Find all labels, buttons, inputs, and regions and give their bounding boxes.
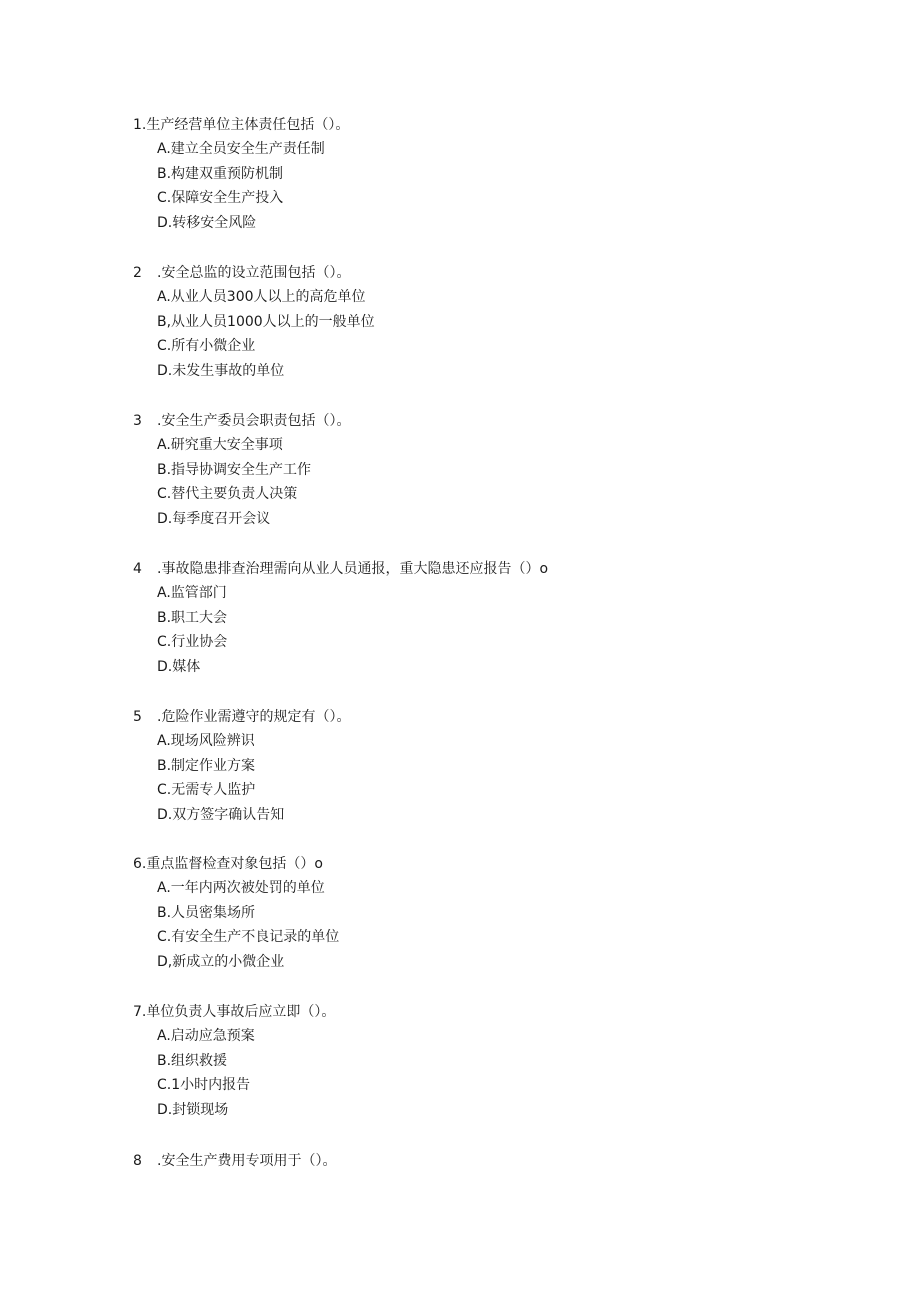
- question-number: 5: [133, 709, 142, 725]
- option-a: A.启动应急预案: [157, 1028, 255, 1044]
- question-stem: [133, 264, 833, 288]
- option-b: B.职工大会: [157, 609, 228, 626]
- question-number: 1.: [133, 117, 147, 133]
- question-2: [133, 264, 833, 386]
- option-d: D,新成立的小微企业: [157, 953, 285, 970]
- question-text: .危险作业需遵守的规定有（）。: [157, 709, 351, 725]
- option-c: C.1小时内报告: [157, 1077, 251, 1094]
- option-d: D.媒体: [157, 658, 201, 675]
- option-a: A.研究重大安全事项: [157, 437, 283, 453]
- option-d: D.未发生事故的单位: [157, 362, 285, 379]
- option-c: C.替代主要负责人决策: [157, 486, 298, 503]
- question-stem: [133, 1003, 833, 1027]
- question-number: 3: [133, 413, 142, 429]
- question-8: [133, 1152, 833, 1176]
- option-a: A.监管部门: [157, 585, 227, 601]
- option-b: B.制定作业方案: [157, 757, 256, 774]
- option-list: [157, 436, 833, 534]
- option-c: C.保障安全生产投入: [157, 190, 284, 207]
- option-b: B.构建双重预防机制: [157, 165, 284, 182]
- option-c: C.无需专人监护: [157, 782, 256, 799]
- question-stem: [133, 708, 833, 732]
- option-a: A.现场风险辨识: [157, 733, 255, 749]
- question-text: 生产经营单位主体责任包括（）。: [146, 117, 350, 133]
- question-stem: [133, 560, 833, 584]
- option-c: C.有安全生产不良记录的单位: [157, 929, 340, 946]
- option-a: A.一年内两次被处罚的单位: [157, 880, 325, 896]
- question-3: [133, 412, 833, 534]
- option-d: D.双方签字确认告知: [157, 806, 285, 823]
- question-4: [133, 560, 833, 682]
- question-text: 重点监督检查对象包括（）o: [146, 856, 323, 872]
- question-text: .安全生产费用专项用于（）。: [157, 1153, 337, 1169]
- question-number: 7.: [133, 1004, 147, 1020]
- option-b: B.组织救援: [157, 1052, 228, 1069]
- option-a: A.从业人员300人以上的高危单位: [157, 289, 366, 305]
- option-list: [157, 732, 833, 830]
- question-6: [133, 855, 833, 977]
- option-d: D.转移安全风险: [157, 214, 257, 231]
- question-stem: [133, 1152, 833, 1176]
- question-number: 6.: [133, 856, 147, 872]
- question-stem: [133, 412, 833, 436]
- question-number: 4: [133, 561, 142, 577]
- question-1: [133, 116, 833, 238]
- option-d: D.封锁现场: [157, 1101, 229, 1118]
- question-5: [133, 708, 833, 830]
- question-text: 单位负责人事故后应立即（）。: [146, 1004, 336, 1020]
- question-number: 8: [133, 1153, 142, 1169]
- question-number: 2: [133, 265, 142, 281]
- option-list: [157, 1027, 833, 1125]
- option-list: [157, 879, 833, 977]
- option-c: C.所有小微企业: [157, 338, 256, 355]
- option-list: [157, 288, 833, 386]
- question-7: [133, 1003, 833, 1125]
- option-list: [157, 584, 833, 682]
- option-list: [157, 140, 833, 238]
- option-a: A.建立全员安全生产责任制: [157, 141, 325, 157]
- question-stem: [133, 116, 833, 140]
- question-stem: [133, 855, 833, 879]
- question-text: .安全总监的设立范围包括（）。: [157, 265, 351, 281]
- question-text: .安全生产委员会职责包括（）。: [157, 413, 351, 429]
- option-d: D.每季度召开会议: [157, 510, 271, 527]
- option-b: B,从业人员1000人以上的一般单位: [157, 313, 375, 330]
- question-text: .事故隐患排查治理需向从业人员通报，重大隐患还应报告（）o: [157, 561, 549, 577]
- option-c: C.行业协会: [157, 634, 228, 651]
- option-b: B.指导协调安全生产工作: [157, 461, 312, 478]
- option-b: B.人员密集场所: [157, 904, 256, 921]
